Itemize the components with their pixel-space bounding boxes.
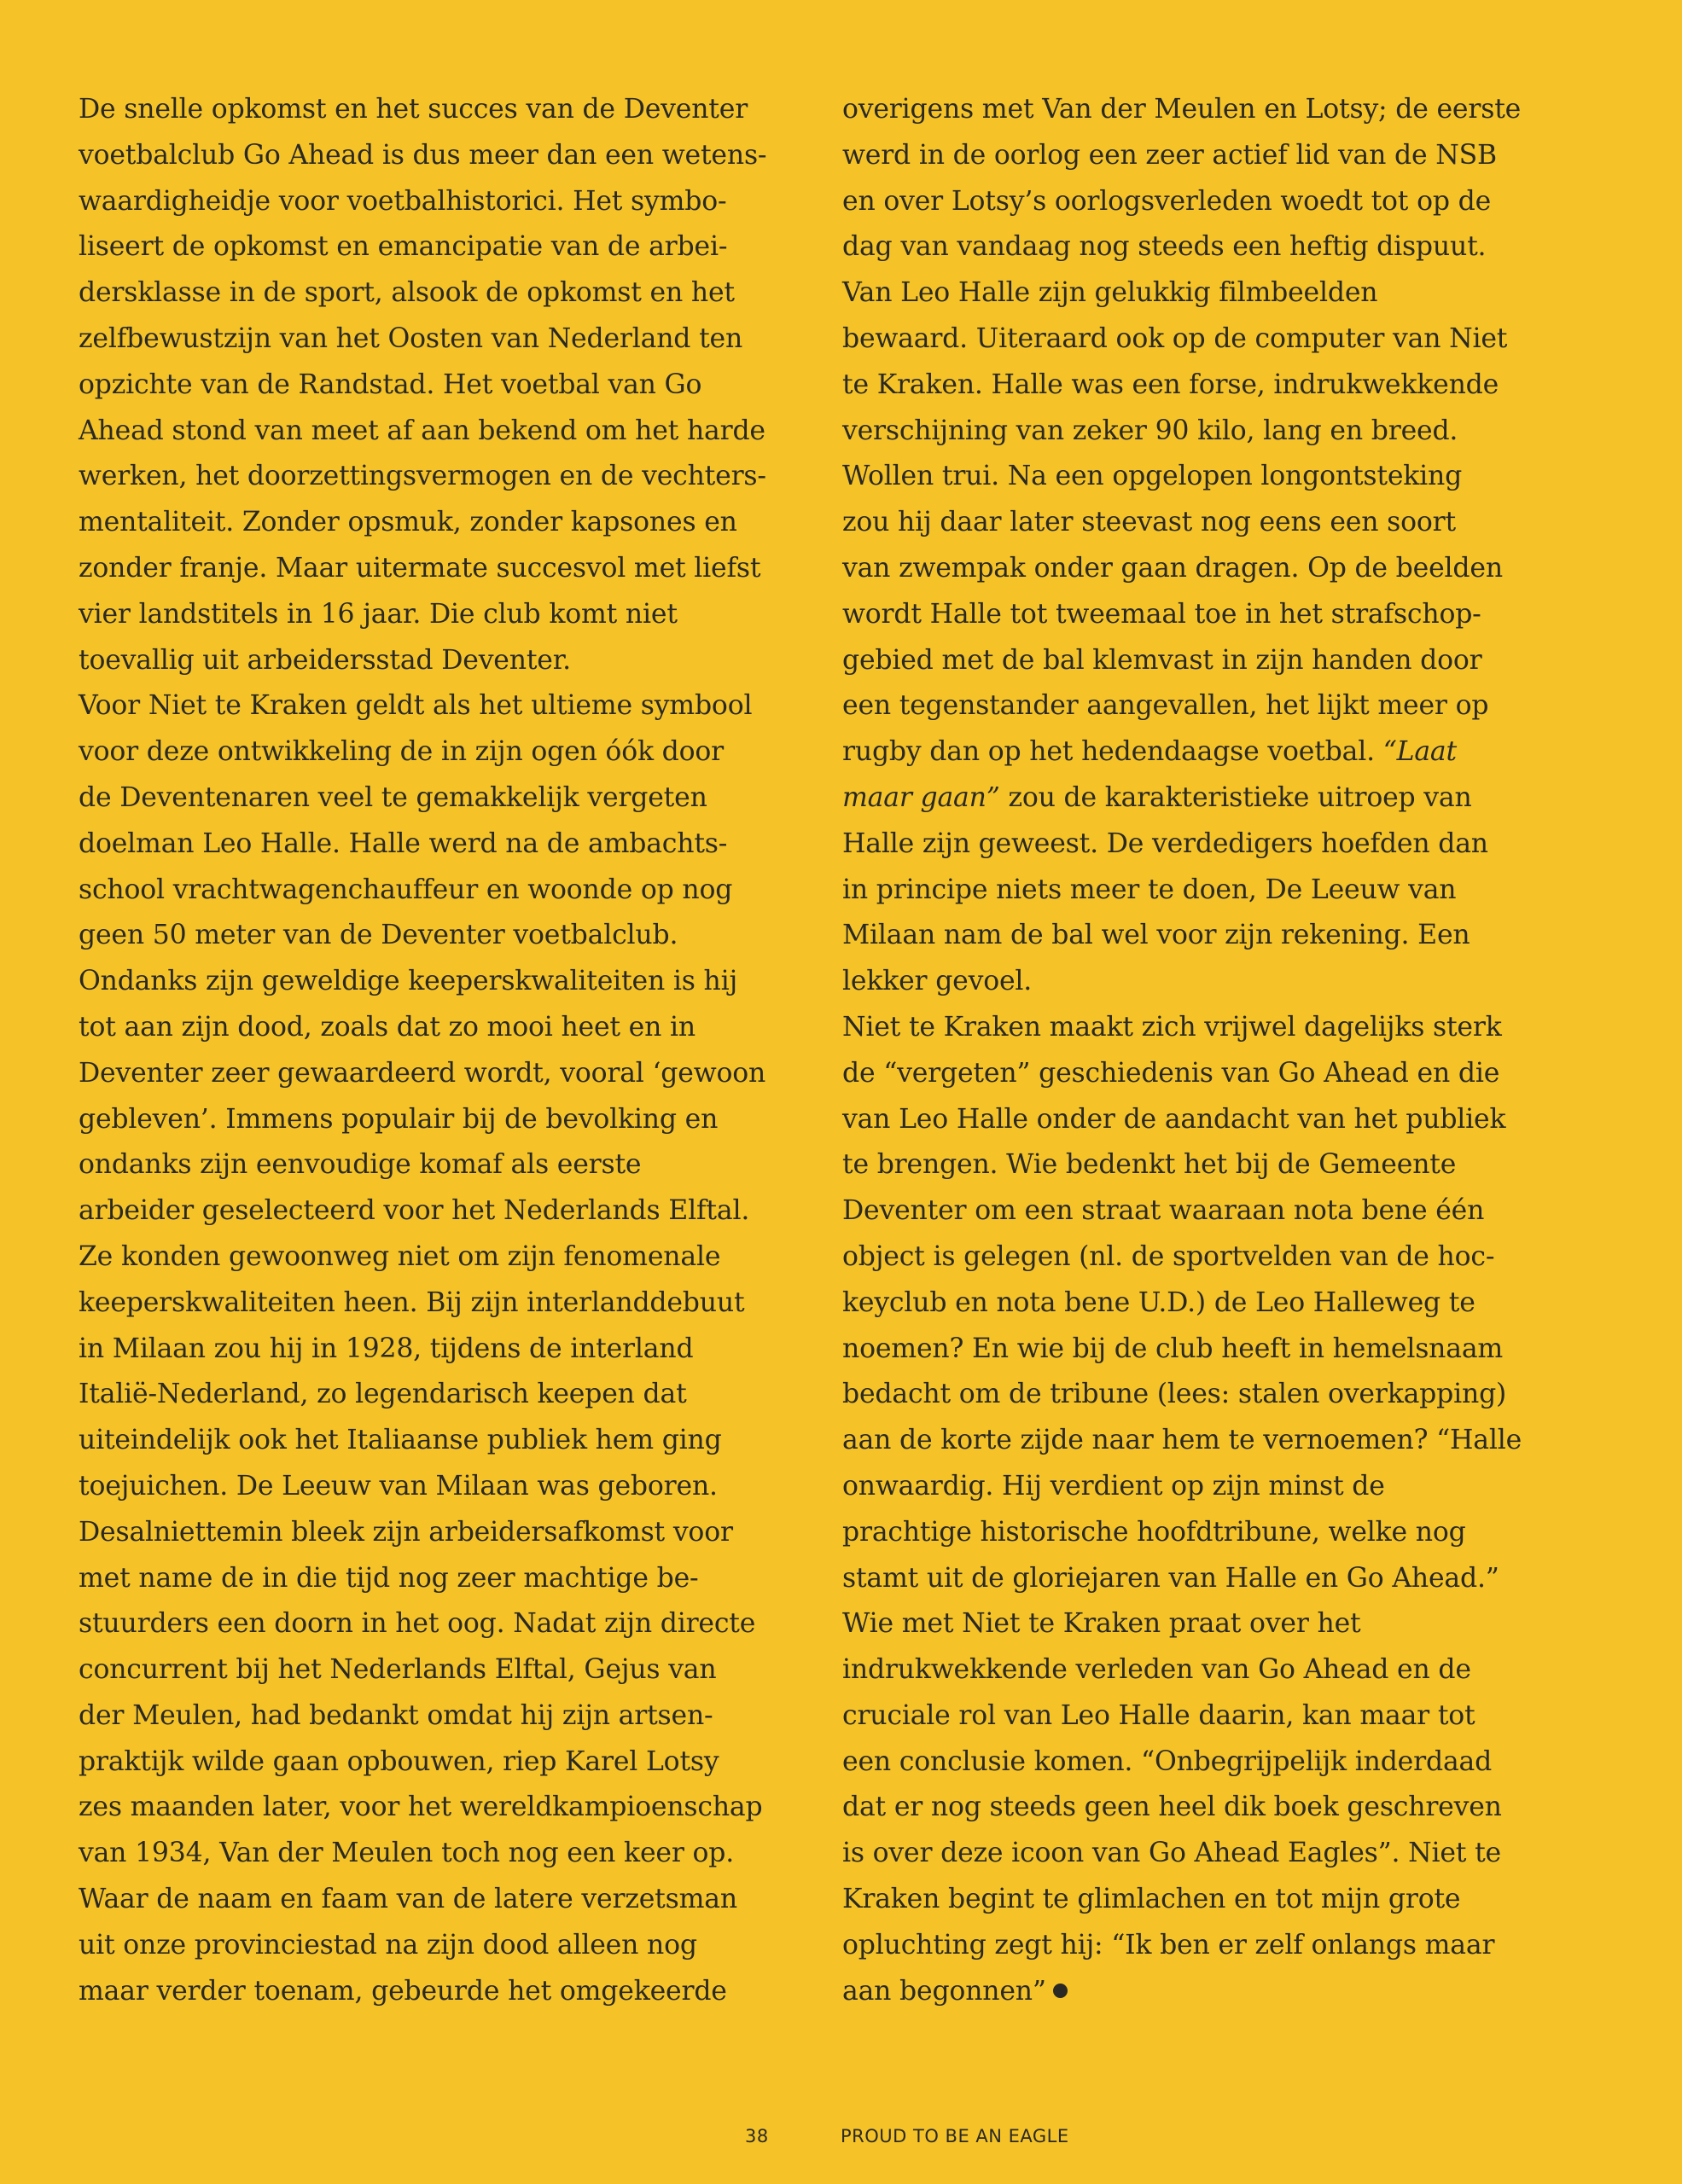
text-line: van 1934, Van der Meulen toch nog een keer op. xyxy=(79,1838,735,1869)
text-line: en over Lotsy’s oorlogsverleden woedt tot op de xyxy=(842,185,1492,217)
text-line: onwaardig. Hij verdient op zijn minst de xyxy=(842,1470,1385,1502)
text-line: in principe niets meer te doen, De Leeuw van xyxy=(842,874,1457,905)
text-line: toejuichen. De Leeuw van Milaan was geboren. xyxy=(79,1470,718,1502)
text-line: Halle zijn geweest. De verdedigers hoefden dan xyxy=(842,828,1488,859)
text-line: opluchting zegt hij: “Ik ben er zelf onlangs maar xyxy=(842,1929,1495,1960)
text-line: doelman Leo Halle. Halle werd na de ambachts- xyxy=(79,828,728,859)
text-fragment: zou de karakteristieke uitroep van xyxy=(1008,781,1472,813)
text-line: uit onze provinciestad na zijn dood alleen nog xyxy=(79,1929,697,1960)
text-line: stuurders een doorn in het oog. Nadat zijn directe xyxy=(79,1608,756,1640)
text-line: voor deze ontwikkeling de in zijn ogen óók door xyxy=(79,736,725,768)
text-line: voetbalclub Go Ahead is dus meer dan een wetens- xyxy=(79,139,767,171)
text-line: toevallig uit arbeidersstad Deventer. xyxy=(79,644,571,676)
text-line: zou hij daar later steevast nog eens een soort xyxy=(842,507,1456,538)
text-line: overigens met Van der Meulen en Lotsy; de eerste xyxy=(842,94,1522,125)
text-line: indrukwekkende verleden van Go Ahead en de xyxy=(842,1654,1471,1686)
text-line: concurrent bij het Nederlands Elftal, Gejus van xyxy=(79,1654,717,1686)
text-line: in Milaan zou hij in 1928, tijdens de interland xyxy=(79,1333,694,1364)
text-line: aan de korte zijde naar hem te vernoemen? “Halle xyxy=(842,1425,1522,1456)
text-line: bewaard. Uiteraard ook op de computer van Niet xyxy=(842,322,1508,354)
text-fragment: aan begonnen” xyxy=(842,1975,1046,2007)
text-line: noemen? En wie bij de club heeft in hemelsnaam xyxy=(842,1333,1504,1364)
text-line: dat er nog steeds geen heel dik boek geschreven xyxy=(842,1792,1502,1823)
article-column-right xyxy=(842,87,1542,2014)
text-line: uiteindelijk ook het Italiaanse publiek hem ging xyxy=(79,1425,722,1456)
text-line: Waar de naam en faam van de latere verzetsman xyxy=(79,1884,737,1915)
page-number: 38 xyxy=(745,2126,769,2146)
text-line: maar verder toenam, gebeurde het omgekeerde xyxy=(79,1975,727,2007)
text-line: dersklasse in de sport, alsook de opkomst en het xyxy=(79,277,735,309)
article-column-left xyxy=(79,87,778,2014)
text-line: Ahead stond van meet af aan bekend om het harde xyxy=(79,415,765,446)
text-line xyxy=(842,729,1542,775)
text-line: Kraken begint te glimlachen en tot mijn grote xyxy=(842,1884,1461,1915)
text-line: zonder franje. Maar uitermate succesvol met liefst xyxy=(79,552,761,584)
text-line: met name de in die tijd nog zeer machtige be- xyxy=(79,1562,699,1594)
text-line: opzichte van de Randstad. Het voetbal van Go xyxy=(79,369,702,400)
text-line: Desalniettemin bleek zijn arbeidersafkomst voor xyxy=(79,1516,733,1548)
text-line: waardigheidje voor voetbalhistorici. Het symbo- xyxy=(79,185,727,217)
text-line: zes maanden later, voor het wereldkampioenschap xyxy=(79,1792,763,1823)
text-line: stamt uit de gloriejaren van Halle en Go Ahead.” xyxy=(842,1562,1499,1594)
text-line: De snelle opkomst en het succes van de Deventer xyxy=(79,94,748,125)
quote-italic: “Laat xyxy=(1382,736,1457,768)
text-line: dag van vandaag nog steeds een heftig dispuut. xyxy=(842,231,1487,263)
text-line: Milaan nam de bal wel voor zijn rekening. Een xyxy=(842,920,1470,951)
text-line: Italië-Nederland, zo legendarisch keepen dat xyxy=(79,1379,687,1410)
text-line: verschijning van zeker 90 kilo, lang en breed. xyxy=(842,415,1458,446)
text-line: werken, het doorzettingsvermogen en de vechters- xyxy=(79,461,766,492)
text-line: school vrachtwagenchauffeur en woonde op nog xyxy=(79,874,733,905)
text-line: gebied met de bal klemvast in zijn handen door xyxy=(842,644,1482,676)
text-line: de “vergeten” geschiedenis van Go Ahead en die xyxy=(842,1057,1500,1089)
running-title: PROUD TO BE AN EAGLE xyxy=(841,2126,1069,2146)
text-line: vier landstitels in 16 jaar. Die club komt niet xyxy=(79,598,678,630)
text-line: Voor Niet te Kraken geldt als het ultieme symbool xyxy=(79,690,753,722)
text-line: de Deventenaren veel te gemakkelijk vergeten xyxy=(79,781,707,813)
text-line: een conclusie komen. “Onbegrijpelijk inderdaad xyxy=(842,1745,1493,1777)
text-line: praktijk wilde gaan opbouwen, riep Karel Lotsy xyxy=(79,1745,719,1777)
text-line xyxy=(842,1969,1542,2015)
text-line: cruciale rol van Leo Halle daarin, kan maar tot xyxy=(842,1699,1475,1731)
text-line: lekker gevoel. xyxy=(842,966,1033,997)
quote-italic: maar gaan” xyxy=(842,781,1000,813)
text-line: object is gelegen (nl. de sportvelden van de hoc- xyxy=(842,1240,1495,1272)
text-fragment: rugby dan op het hedendaagse voetbal. xyxy=(842,736,1375,768)
text-line: Wollen trui. Na een opgelopen longontsteking xyxy=(842,461,1463,492)
text-line: Ondanks zijn geweldige keeperskwaliteiten is hij xyxy=(79,966,738,997)
text-line: Deventer zeer gewaardeerd wordt, vooral ‘gewoon xyxy=(79,1057,766,1089)
text-line: keeperskwaliteiten heen. Bij zijn interlanddebuut xyxy=(79,1287,745,1318)
text-line: zelfbewustzijn van het Oosten van Nederland ten xyxy=(79,322,743,354)
text-line: gebleven’. Immens populair bij de bevolking en xyxy=(79,1103,719,1135)
end-mark-icon xyxy=(1053,1984,1068,1998)
text-line: te Kraken. Halle was een forse, indrukwekkende xyxy=(842,369,1499,400)
text-line: Ze konden gewoonweg niet om zijn fenomenale xyxy=(79,1240,721,1272)
text-line: prachtige historische hoofdtribune, welke nog xyxy=(842,1516,1466,1548)
text-line: te brengen. Wie bedenkt het bij de Gemeente xyxy=(842,1149,1457,1181)
text-line: Wie met Niet te Kraken praat over het xyxy=(842,1608,1361,1640)
text-line: bedacht om de tribune (lees: stalen overkapping) xyxy=(842,1379,1507,1410)
text-line: liseert de opkomst en emancipatie van de arbei- xyxy=(79,231,728,263)
text-line: werd in de oorlog een zeer actief lid van de NSB xyxy=(842,139,1497,171)
text-line: geen 50 meter van de Deventer voetbalclub. xyxy=(79,920,678,951)
text-line: mentaliteit. Zonder opsmuk, zonder kapsones en xyxy=(79,507,737,538)
text-line: Van Leo Halle zijn gelukkig filmbeelden xyxy=(842,277,1378,309)
text-line: keyclub en nota bene U.D.) de Leo Halleweg te xyxy=(842,1287,1475,1318)
text-line xyxy=(842,775,1542,822)
text-line: is over deze icoon van Go Ahead Eagles”. Niet te xyxy=(842,1838,1501,1869)
text-line: een tegenstander aangevallen, het lijkt meer op xyxy=(842,690,1489,722)
text-line: arbeider geselecteerd voor het Nederlands Elftal. xyxy=(79,1195,750,1227)
text-line: Deventer om een straat waaraan nota bene één xyxy=(842,1195,1485,1227)
text-line: Niet te Kraken maakt zich vrijwel dagelijks sterk xyxy=(842,1011,1502,1043)
text-line: der Meulen, had bedankt omdat hij zijn artsen- xyxy=(79,1699,713,1731)
text-line: van zwempak onder gaan dragen. Op de beelden xyxy=(842,552,1503,584)
text-line: van Leo Halle onder de aandacht van het publiek xyxy=(842,1103,1506,1135)
text-line: ondanks zijn eenvoudige komaf als eerste xyxy=(79,1149,642,1181)
text-line: wordt Halle tot tweemaal toe in het strafschop- xyxy=(842,598,1481,630)
text-line: tot aan zijn dood, zoals dat zo mooi heet en in xyxy=(79,1011,695,1043)
